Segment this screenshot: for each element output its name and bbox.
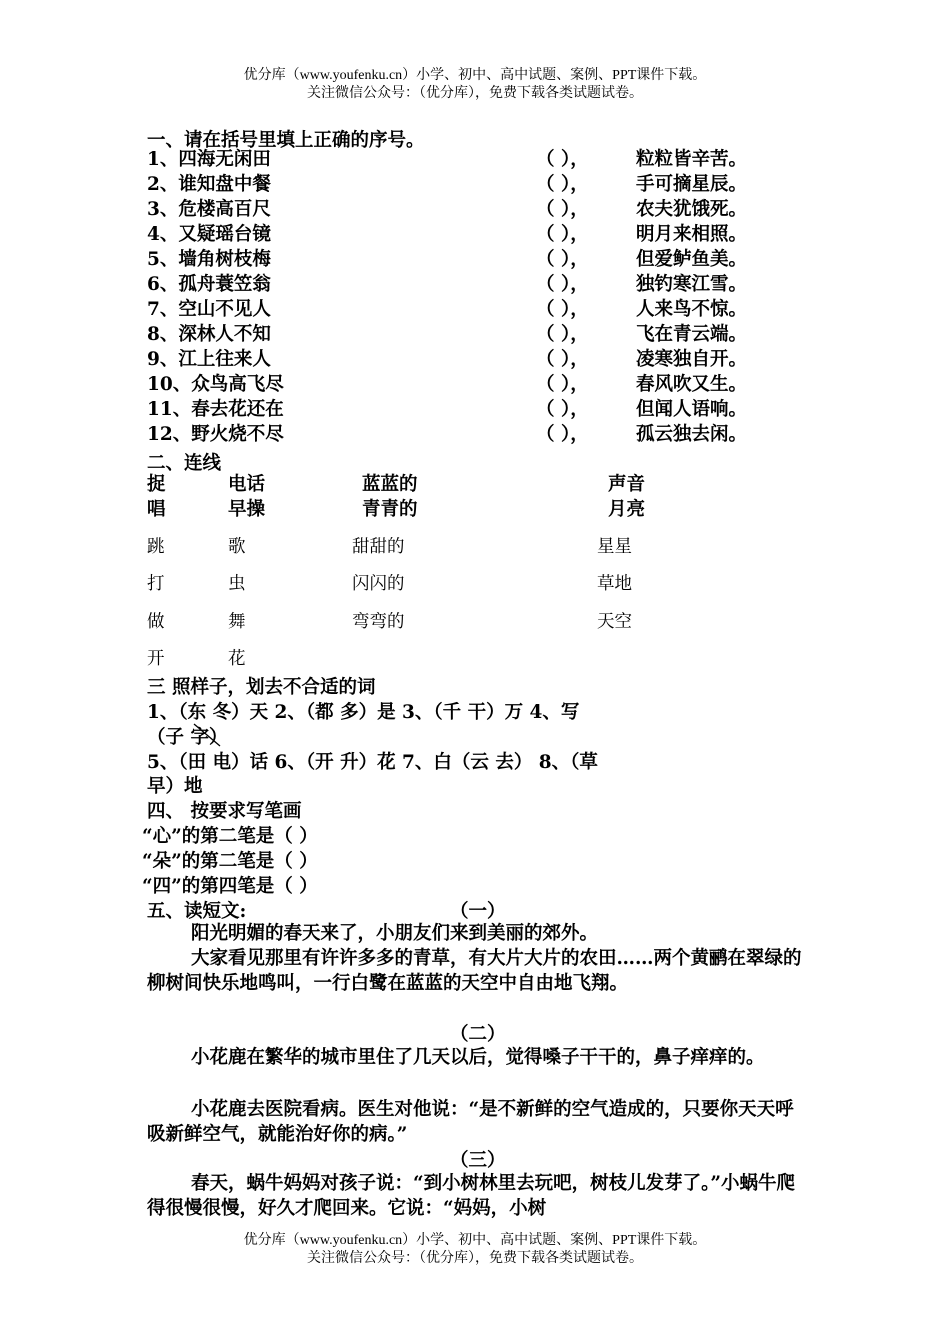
poem-line-right: 春风吹又生。: [636, 374, 748, 395]
poem-line-left: 12、野火烧不尽: [147, 424, 284, 445]
poem-line-left: 2、谁知盘中餐: [147, 174, 271, 195]
poem-line-right: 人来鸟不惊。: [636, 299, 748, 320]
header-line-1: 优分库（www.youfenku.cn）小学、初中、高中试题、案例、PPT课件下载。: [243, 68, 707, 83]
paragraph-5: 春天，蜗牛妈妈对孩子说：“到小树林里去玩吧，树枝儿发芽了。”小蜗牛爬得很慢很慢，好久才爬回来。它说：“妈妈，小树: [147, 1173, 796, 1219]
poem-line-right: 飞在青云端。: [636, 324, 748, 345]
match-word: 天空: [597, 612, 632, 632]
match-word: 舞: [228, 612, 246, 632]
poem-line-left: 11、春去花还在: [147, 399, 284, 420]
paragraph-4: 小花鹿去医院看病。医生对他说：“是不新鲜的空气造成的，只要你天天呼吸新鲜空气，就能治好你的病。”: [147, 1099, 794, 1145]
poem-line-right: 手可摘星辰。: [636, 174, 748, 195]
poem-line-right: 孤云独去闲。: [636, 424, 748, 445]
match-word: 闪闪的: [352, 574, 405, 594]
answer-parenthesis: （ ），: [536, 399, 589, 420]
poem-line-right: 凌寒独自开。: [636, 349, 748, 370]
poem-line-left: 8、深林人不知: [147, 324, 271, 345]
section3-line3: 5、（田 电）话 6、（开 升）花 7、白（云 去） 8、（草: [147, 752, 598, 773]
match-word: 跳: [147, 537, 165, 557]
answer-parenthesis: （ ），: [536, 224, 589, 245]
section3-line1: 1、（东 冬）天 2、（都 多）是 3、（千 干）万 4、写: [147, 702, 580, 723]
header-line-2: 关注微信公众号：（优分库），免费下载各类试题试卷。: [307, 86, 643, 101]
paragraph-1: 阳光明媚的春天来了，小朋友们来到美丽的郊外。: [191, 923, 599, 944]
section4-item-3: “四”的第四笔是（ ）: [142, 876, 318, 897]
answer-parenthesis: （ ），: [536, 149, 589, 170]
match-word: 捉: [147, 474, 166, 495]
section2-title: 二、连线: [147, 453, 222, 474]
footer-line-2: 关注微信公众号：（优分库），免费下载各类试题试卷。: [307, 1251, 643, 1266]
paragraph-3: 小花鹿在繁华的城市里住了几天以后，觉得嗓子干干的，鼻子痒痒的。: [191, 1047, 765, 1068]
poem-line-left: 4、又疑瑶台镜: [147, 224, 271, 245]
match-word: 电话: [228, 474, 266, 495]
poem-line-left: 6、孤舟蓑笠翁: [147, 274, 271, 295]
answer-parenthesis: （ ），: [536, 324, 589, 345]
match-word: 青青的: [362, 499, 418, 520]
poem-line-right: 粒粒皆辛苦。: [636, 149, 748, 170]
match-word: 草地: [597, 574, 632, 594]
answer-parenthesis: （ ），: [536, 374, 589, 395]
answer-parenthesis: （ ），: [536, 349, 589, 370]
match-word: 歌: [228, 537, 246, 557]
poem-line-left: 7、空山不见人: [147, 299, 271, 320]
section4-item-1: “心”的第二笔是（ ）: [142, 826, 318, 847]
poem-line-left: 1、四海无闲田: [147, 149, 271, 170]
match-word: 星星: [597, 537, 632, 557]
answer-parenthesis: （ ），: [536, 249, 589, 270]
match-word: 花: [228, 649, 246, 669]
section1-title: 一、请在括号里填上正确的序号。: [147, 130, 425, 151]
poem-line-right: 独钓寒江雪。: [636, 274, 748, 295]
poem-line-right: 农夫犹饿死。: [636, 199, 748, 220]
poem-line-left: 3、危楼高百尺: [147, 199, 271, 220]
match-word: 打: [147, 574, 165, 594]
part2-label: （二）: [450, 1024, 506, 1045]
match-word: 唱: [147, 499, 166, 520]
poem-line-right: 明月来相照。: [636, 224, 748, 245]
part1-label: （一）: [450, 901, 506, 922]
footer-line-1: 优分库（www.youfenku.cn）小学、初中、高中试题、案例、PPT课件下载。: [243, 1233, 707, 1248]
match-word: 蓝蓝的: [362, 474, 418, 495]
poem-line-left: 9、江上往来人: [147, 349, 271, 370]
match-word: 开: [147, 649, 165, 669]
answer-parenthesis: （ ），: [536, 274, 589, 295]
match-word: 声音: [608, 474, 646, 495]
section3-title: 三 照样子，划去不合适的词: [147, 677, 376, 698]
answer-parenthesis: （ ），: [536, 174, 589, 195]
section4-title: 四、 按要求写笔画: [147, 801, 302, 822]
match-word: 早操: [228, 499, 266, 520]
answer-parenthesis: （ ），: [536, 299, 589, 320]
poem-line-right: 但爱鲈鱼美。: [636, 249, 748, 270]
paragraph-2: 大家看见那里有许许多多的青草，有大片大片的农田……两个黄鹂在翠绿的柳树间快乐地鸣叫，一行白鹭在蓝蓝的天空中自由地飞翔。: [147, 948, 802, 994]
match-word: 虫: [228, 574, 246, 594]
answer-parenthesis: （ ），: [536, 199, 589, 220]
poem-line-left: 10、众鸟高飞尽: [147, 374, 284, 395]
section3-line4: 早）地: [147, 776, 203, 797]
strike-through-mark: [190, 722, 230, 750]
section3-line2: （子 字）: [147, 727, 228, 748]
match-word: 弯弯的: [352, 612, 405, 632]
section5-title: 五、读短文:: [147, 901, 247, 922]
poem-line-right: 但闻人语响。: [636, 399, 748, 420]
match-word: 做: [147, 612, 165, 632]
section4-item-2: “朵”的第二笔是（ ）: [142, 851, 318, 872]
part3-label: （三）: [450, 1150, 506, 1171]
match-word: 月亮: [608, 499, 646, 520]
match-word: 甜甜的: [352, 537, 405, 557]
poem-line-left: 5、墙角树枝梅: [147, 249, 271, 270]
answer-parenthesis: （ ），: [536, 424, 589, 445]
